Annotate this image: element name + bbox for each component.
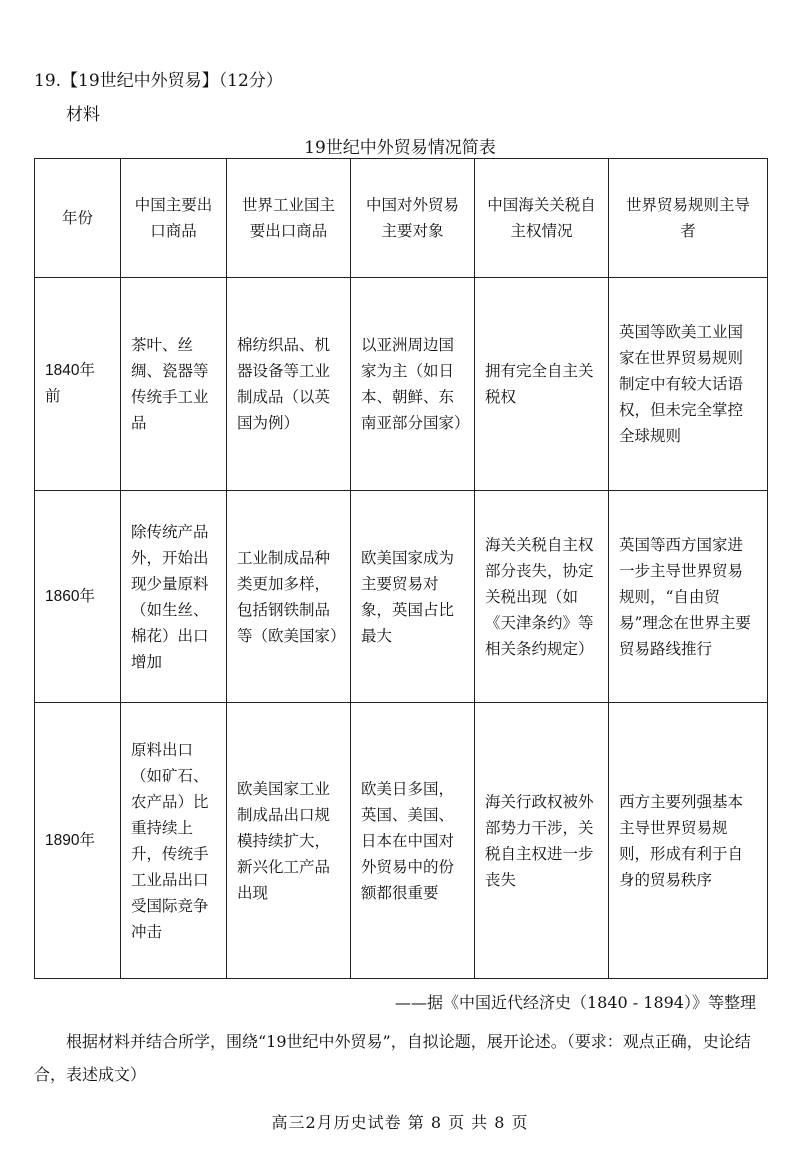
header-trade-partners: 中国对外贸易主要对象	[351, 159, 475, 278]
cell-china-exports: 原料出口（如矿石、农产品）比重持续上升，传统手工业品出口受国际竞争冲击	[121, 703, 227, 979]
header-rule-makers: 世界贸易规则主导者	[609, 159, 768, 278]
header-tariff-autonomy: 中国海关关税自主权情况	[475, 159, 609, 278]
cell-china-exports: 除传统产品外，开始出现少量原料（如生丝、棉花）出口增加	[121, 491, 227, 703]
question-header	[34, 66, 283, 91]
table-row	[35, 278, 768, 491]
cell-industrial-exports: 欧美国家工业制成品出口规模持续扩大，新兴化工产品出现	[227, 703, 351, 979]
header-industrial-exports: 世界工业国主要出口商品	[227, 159, 351, 278]
table-title: 19世纪中外贸易情况简表	[304, 138, 496, 158]
page-footer: 高三2月历史试卷 第 8 页 共 8 页	[271, 1113, 529, 1132]
cell-year: 1860年	[35, 491, 121, 703]
source-citation: ——据《中国近代经济史（1840 - 1894）》等整理	[394, 993, 756, 1012]
cell-rule-makers: 英国等欧美工业国家在世界贸易规则制定中有较大话语权，但未完全掌控全球规则	[609, 278, 768, 491]
trade-table	[34, 158, 768, 979]
cell-year: 1890年	[35, 703, 121, 979]
cell-industrial-exports: 工业制成品种类更加多样，包括钢铁制品等（欧美国家）	[227, 491, 351, 703]
material-label: 材料	[66, 105, 100, 125]
cell-trade-partners: 以亚洲周边国家为主（如日本、朝鲜、东南亚部分国家）	[351, 278, 475, 491]
header-china-exports: 中国主要出口商品	[121, 159, 227, 278]
cell-tariff-autonomy: 拥有完全自主关税权	[475, 278, 609, 491]
question-score: （12分）	[218, 71, 283, 91]
cell-china-exports: 茶叶、丝绸、瓷器等传统手工业品	[121, 278, 227, 491]
table-row	[35, 491, 768, 703]
cell-tariff-autonomy: 海关行政权被外部势力干涉，关税自主权进一步丧失	[475, 703, 609, 979]
cell-rule-makers: 英国等西方国家进一步主导世界贸易规则，“自由贸易”理念在世界主要贸易路线推行	[609, 491, 768, 703]
question-number: 19.	[34, 71, 62, 91]
cell-trade-partners: 欧美日多国，英国、美国、日本在中国对外贸易中的份额都很重要	[351, 703, 475, 979]
table-header-row	[35, 159, 768, 278]
cell-industrial-exports: 棉纺织品、机器设备等工业制成品（以英国为例）	[227, 278, 351, 491]
question-instruction: 根据材料并结合所学，围绕“19世纪中外贸易”，自拟论题，展开论述。（要求：观点正确，史论结合，表述成文）	[34, 1032, 751, 1084]
table-row	[35, 703, 768, 979]
cell-trade-partners: 欧美国家成为主要贸易对象，英国占比最大	[351, 491, 475, 703]
cell-rule-makers: 西方主要列强基本主导世界贸易规则，形成有利于自身的贸易秩序	[609, 703, 768, 979]
cell-year: 1840年前	[35, 278, 121, 491]
cell-tariff-autonomy: 海关关税自主权部分丧失，协定关税出现（如《天津条约》等相关条约规定）	[475, 491, 609, 703]
header-year: 年份	[35, 159, 121, 278]
question-topic: 【19世纪中外贸易】	[61, 71, 219, 91]
